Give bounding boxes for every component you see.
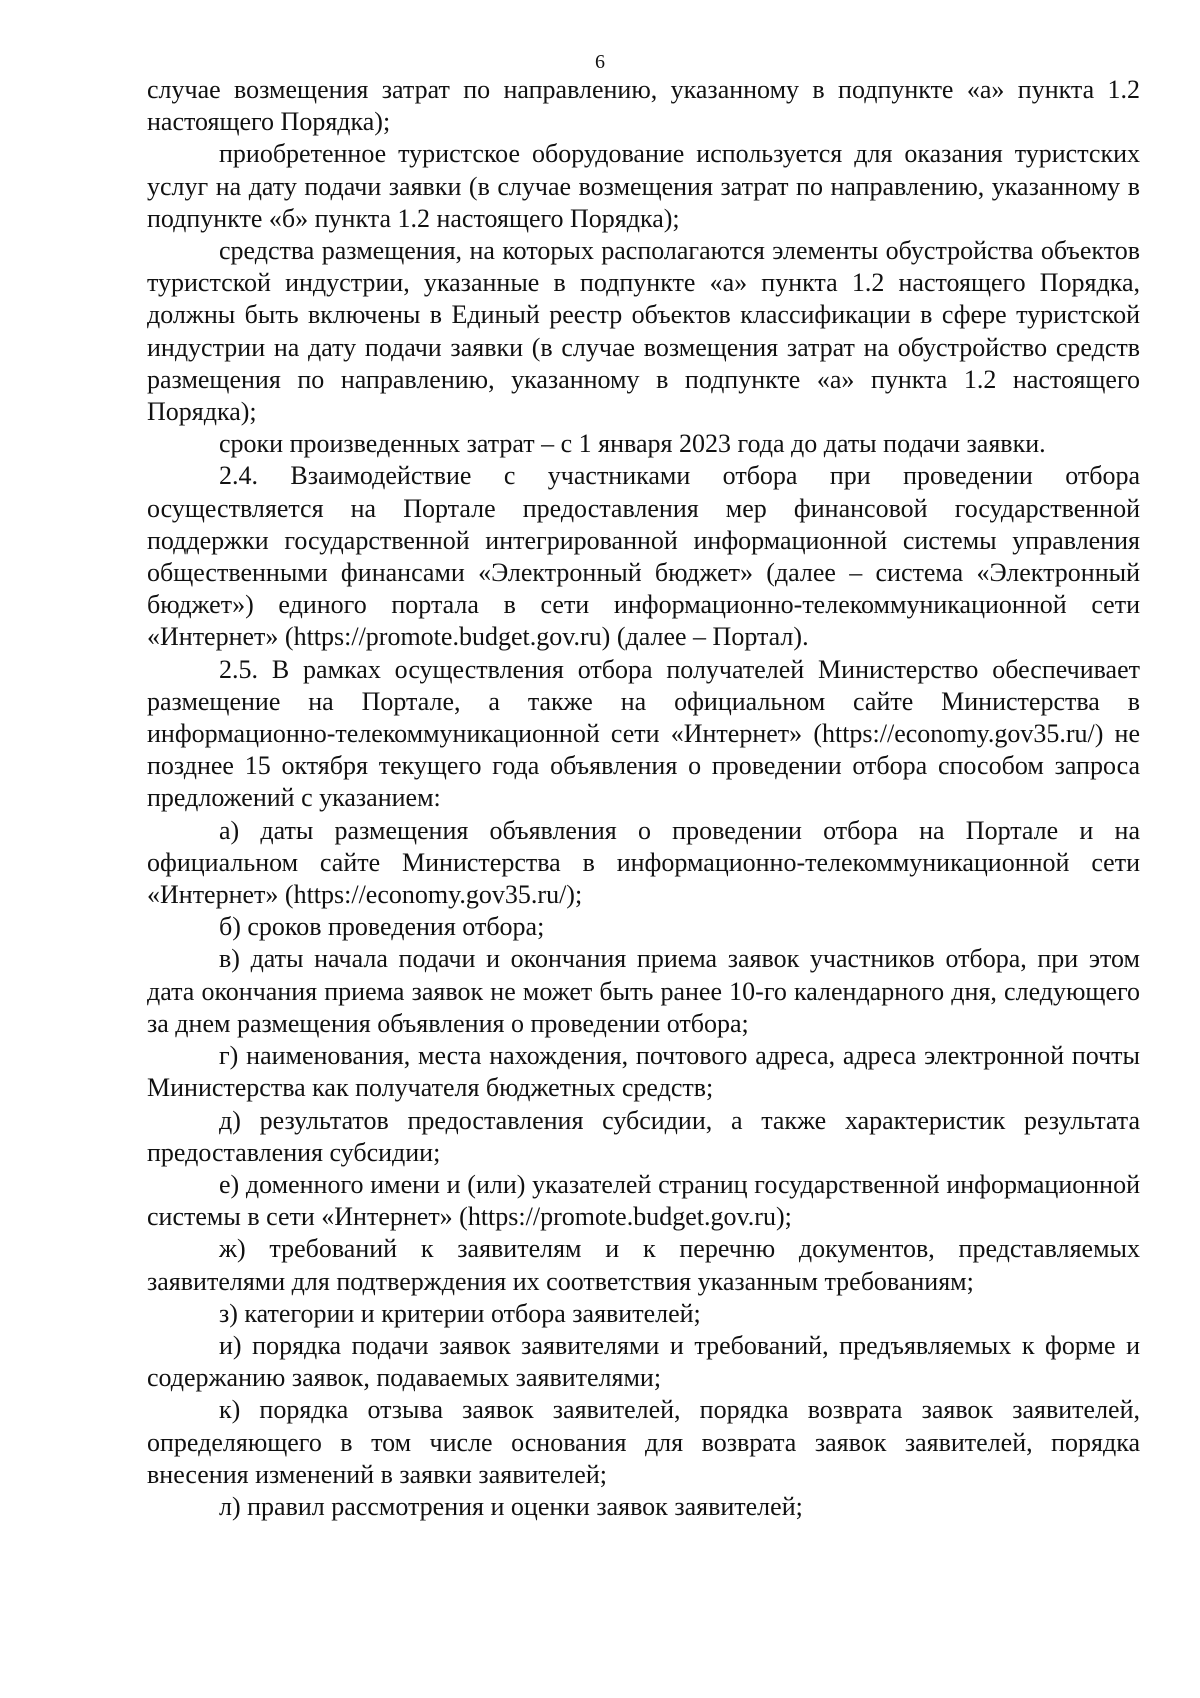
paragraph-2-4: 2.4. Взаимодействие с участниками отбора при проведении отбора осуществляется на Портале предоставления мер финансовой государственной поддержки государственной интегрированной информационной системы управления общественными финансами «Электронный бюджет» (далее – система «Электронный бюджет») единого портала в сети информационно-телекоммуникационной сети «Интернет» (https://promote.budget.gov.ru) (далее – Портал).: [147, 461, 1140, 652]
list-item-l: л) правил рассмотрения и оценки заявок заявителей;: [219, 1491, 803, 1521]
list-item-k: к) порядка отзыва заявок заявителей, порядка возврата заявок заявителей, определяющего в том числе основания для возврата заявок заявителей, порядка внесения изменений в заявки заявителей;: [147, 1395, 1140, 1489]
list-item-i: и) порядка подачи заявок заявителями и требований, предъявляемых к форме и содержанию заявок, подаваемых заявителями;: [147, 1330, 1140, 1393]
list-item-b: б) сроков проведения отбора;: [219, 912, 545, 942]
paragraph-equipment: приобретенное туристское оборудование используется для оказания туристских услуг на дату подачи заявки (в случае возмещения затрат по направлению, указанному в подпункте «б» пункта 1.2 настоящего Порядка);: [147, 139, 1140, 233]
paragraph-2-5: 2.5. В рамках осуществления отбора получателей Министерство обеспечивает размещение на Портале, а также на официальном сайте Министерства в информационно-телекоммуникационной сети «Интернет» (https://economy.gov35.ru/) не позднее 15 октября текущего года объявления о проведении отбора способом запроса предложений с указанием:: [147, 654, 1140, 813]
list-item-a: а) даты размещения объявления о проведении отбора на Портале и на официальном сайте Министерства в информационно-телекоммуникационной сети «Интернет» (https://economy.gov35.ru/);: [147, 815, 1140, 910]
paragraph-accommodation: средства размещения, на которых располагаются элементы обустройства объектов туристской индустрии, указанные в подпункте «а» пункта 1.2 настоящего Порядка, должны быть включены в Единый реестр объектов классификации в сфере туристской индустрии на дату подачи заявки (в случае возмещения затрат на обустройство средств размещения по направлению, указанному в подпункте «а» пункта 1.2 настоящего Порядка);: [147, 236, 1140, 427]
paragraph-cost-dates: сроки произведенных затрат – с 1 января 2023 года до даты подачи заявки.: [219, 429, 1046, 459]
list-item-g: г) наименования, места нахождения, почтового адреса, адреса электронной почты Министерства как получателя бюджетных средств;: [147, 1041, 1140, 1103]
paragraph-continuation: случае возмещения затрат по направлению, указанному в подпункте «а» пункта 1.2 настоящего Порядка);: [147, 75, 1140, 137]
list-item-v: в) даты начала подачи и окончания приема заявок участников отбора, при этом дата окончания приема заявок не может быть ранее 10-го календарного дня, следующего за днем размещения объявления о проведении отбора;: [147, 944, 1140, 1038]
document-body: [147, 74, 1140, 1523]
list-item-z: з) категории и критерии отбора заявителей;: [219, 1298, 701, 1328]
list-item-zh: ж) требований к заявителям и к перечню документов, представляемых заявителями для подтверждения их соответствия указанным требованиям;: [147, 1234, 1140, 1296]
list-item-d: д) результатов предоставления субсидии, а также характеристик результата предоставления субсидии;: [147, 1105, 1140, 1167]
page-number: 6: [595, 51, 605, 73]
list-item-e: е) доменного имени и (или) указателей страниц государственной информационной системы в сети «Интернет» (https://promote.budget.gov.ru);: [147, 1169, 1140, 1232]
